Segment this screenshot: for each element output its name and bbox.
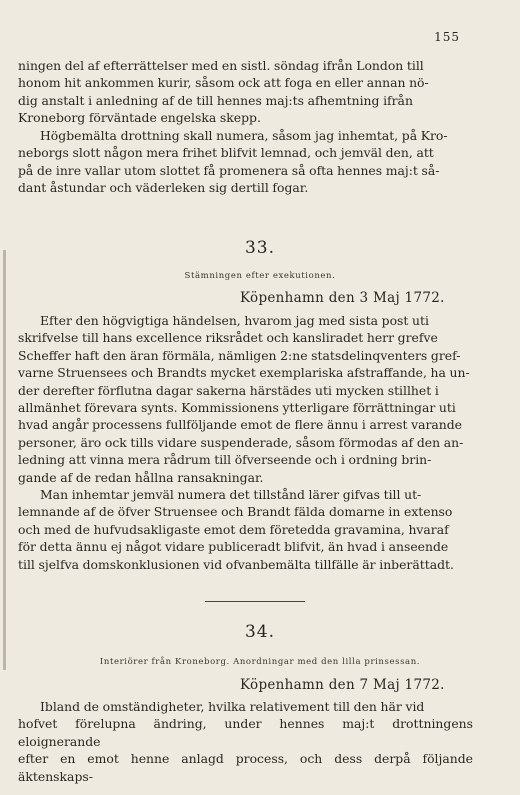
text-line: personer, äro ock tills vidare suspenderade, såsom förmodas af den an- [18, 434, 464, 450]
section-34-dateline: Köpenhamn den 7 Maj 1772. [240, 677, 445, 693]
text-line: Kroneborg förväntade engelska skepp. [18, 110, 261, 126]
text-line: Ibland de omständigheter, hvilka relativement till den här vid [40, 699, 425, 714]
section-34-subtitle: Interiörer från Kroneborg. Anordningar med den lilla prinsessan. [99, 657, 421, 667]
text-line: för detta ännu ej något vidare publiceradt blifvit, än hvad i anseende [18, 539, 449, 555]
section-33-number: 33. [244, 238, 276, 258]
text-line: Scheffer haft den äran förmäla, nämligen 2:ne statsdelinqventers gref- [18, 347, 461, 363]
text-line: Man inhemtar jemväl numera det tillstånd lärer gifvas till ut- [40, 487, 422, 502]
text-line: lemnande af de öfver Struensee och Brandt fälda domarne in extenso [18, 504, 453, 520]
text-line: gande af de redan hållna ransakningar. [18, 469, 264, 485]
gutter-shadow [3, 250, 6, 670]
section-34-number: 34. [244, 622, 276, 642]
text-line: neborgs slott någon mera frihet blifvit lemnad, och jemväl den, att [18, 145, 434, 161]
section-34-paragraph-1 [18, 698, 473, 785]
text-line: Efter den högvigtiga händelsen, hvarom jag med sista post uti [40, 313, 429, 328]
section-33-subtitle: Stämningen efter exekutionen. [184, 271, 336, 281]
text-line: honom hit ankommen kurir, såsom ock att foga en eller annan nö- [18, 75, 429, 91]
text-line: hofvet förelupna ändring, under hennes maj:t drottningens eloignerande [18, 716, 473, 749]
text-line: dig anstalt i anledning af de till hennes maj:ts afhemtning ifrån [18, 92, 413, 108]
text-line: ledning att vinna mera rådrum till öfverseende och i ordning brin- [18, 452, 432, 468]
page-number: 155 [434, 30, 460, 44]
intro-paragraph [18, 57, 473, 127]
text-line: efter en emot henne anlagd process, och dess derpå följande äktenskaps- [18, 751, 473, 784]
text-line: allmänhet förevara synts. Kommissionens ytterligare förrättningar uti [18, 400, 456, 416]
text-line: dant åstundar och väderleken sig dertill fogar. [18, 180, 309, 196]
text-line: på de inre vallar utom slottet få promenera så ofta hennes maj:t så- [18, 162, 440, 178]
section-33-paragraph-1 [18, 312, 473, 486]
section-33-paragraph-2 [18, 486, 473, 573]
text-line: der derefter förflutna dagar sakerna härstädes uti mycken stillhet i [18, 382, 439, 398]
section-divider [205, 601, 305, 602]
text-line: varne Struensees och Brandts mycket exemplariska afstraffande, ha un- [18, 365, 470, 381]
section-33-dateline: Köpenhamn den 3 Maj 1772. [240, 290, 445, 306]
text-line: och med de hufvudsakligaste emot dem företedda gravamina, hvaraf [18, 521, 449, 537]
text-line: ningen del af efterrättelser med en sistl. söndag ifrån London till [18, 58, 424, 73]
text-line: till sjelfva domskonklusionen vid ofvanbemälta tillfälle är inberättadt. [18, 556, 454, 572]
text-line: Högbemälta drottning skall numera, såsom jag inhemtat, på Kro- [40, 128, 448, 143]
text-line: skrifvelse till hans excellence riksrådet och kansliradet herr grefve [18, 330, 438, 346]
text-line: hvad angår processens fullföljande emot de flere ännu i arrest varande [18, 417, 463, 433]
intro-paragraph-2 [18, 127, 473, 197]
